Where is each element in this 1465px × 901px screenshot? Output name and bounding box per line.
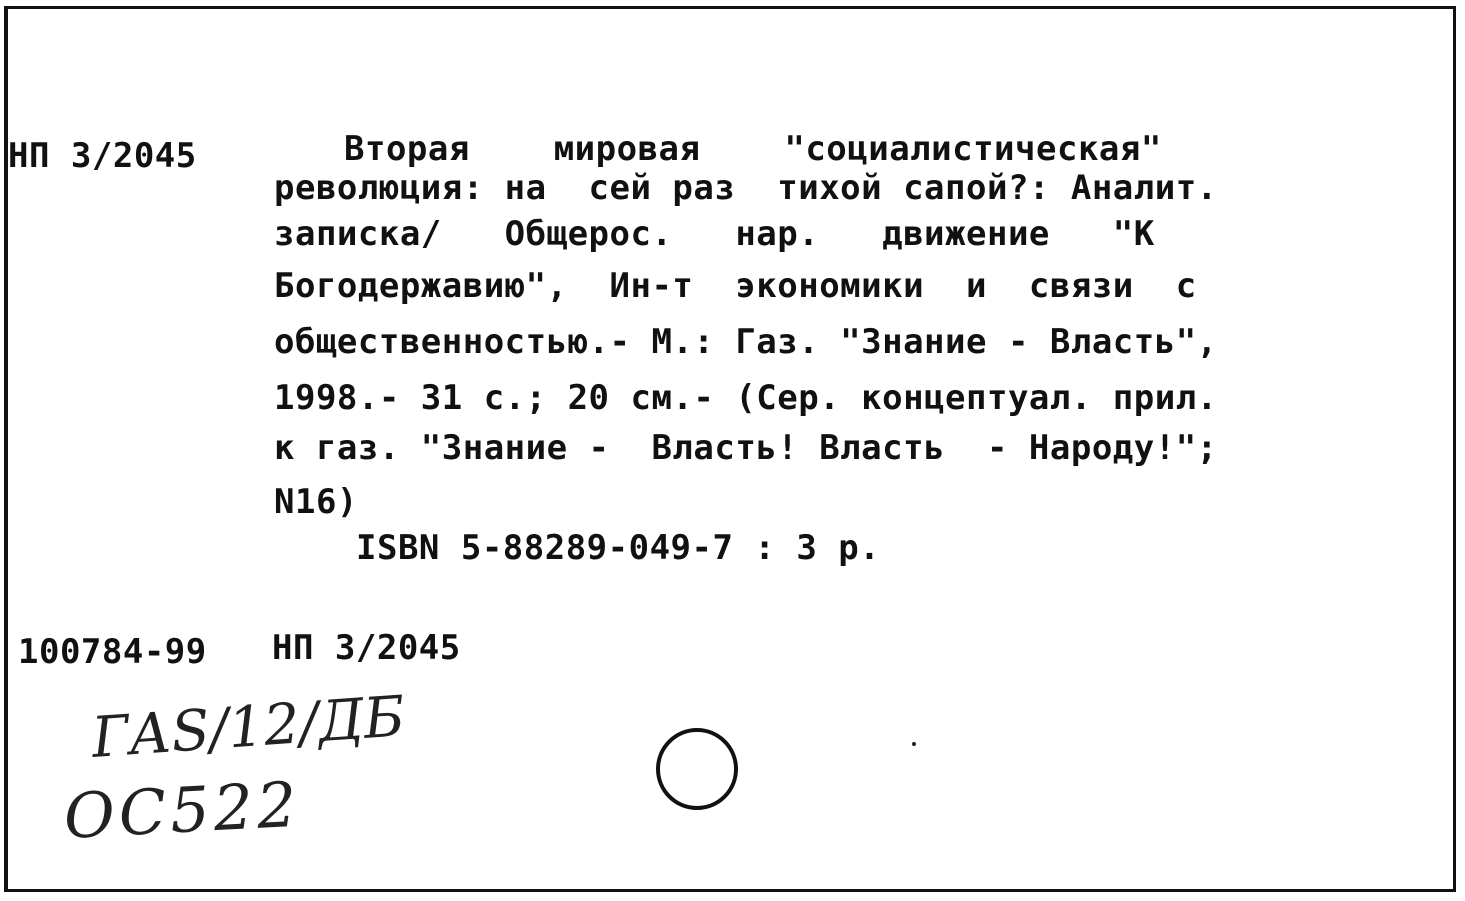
- description-line-2: революция: на сей раз тихой сапой?: Аналит.: [274, 168, 1218, 208]
- description-line-1: Вторая мировая "социалистическая": [344, 129, 1162, 169]
- handwritten-shelf-mark: ГАS/12/ДБ: [89, 684, 408, 771]
- description-line-7: к газ. "Знание - Власть! Власть - Народу!";: [274, 428, 1218, 468]
- dot-mark: [912, 742, 916, 746]
- description-line-5: общественностью.- М.: Газ. "Знание - Власть",: [274, 322, 1218, 362]
- call-number-repeat: НП 3/2045: [272, 628, 461, 668]
- handwritten-code: ОС522: [62, 767, 303, 853]
- description-line-6: 1998.- 31 с.; 20 см.- (Сер. концептуал. прил.: [274, 378, 1218, 418]
- description-line-3: записка/ Общерос. нар. движение "К: [274, 214, 1155, 254]
- description-line-8: N16): [274, 482, 358, 522]
- isbn-line: ISBN 5-88289-049-7 : 3 р.: [356, 528, 881, 568]
- circle-stamp-icon: [656, 728, 738, 810]
- accession-number: 100784-99: [18, 632, 207, 672]
- description-line-4: Богодержавию", Ин-т экономики и связи с: [274, 266, 1197, 306]
- call-number: НП 3/2045: [8, 136, 197, 176]
